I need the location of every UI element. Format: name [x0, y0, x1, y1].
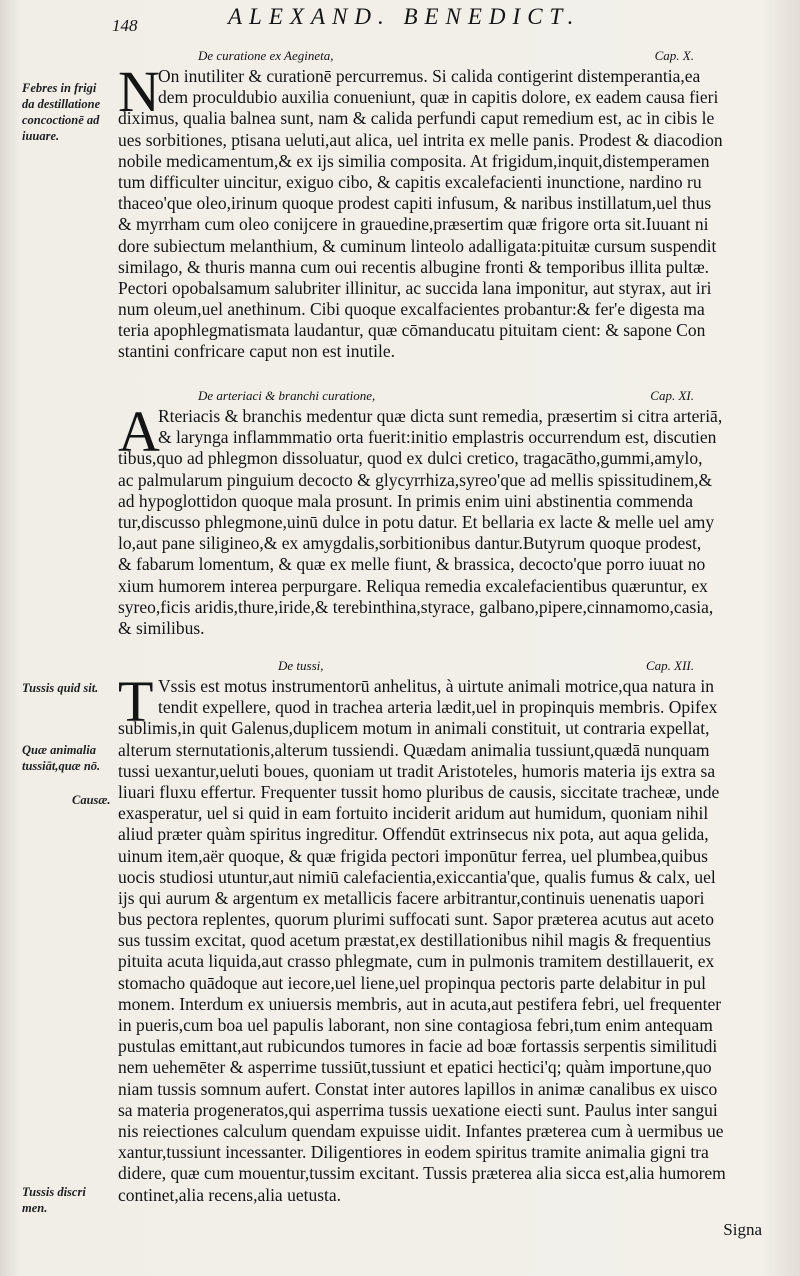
text-line: continet,alia recens,alia uetusta.	[118, 1184, 342, 1205]
margin-note-line: Tussis discri	[22, 1185, 86, 1199]
text-line: diximus, qualia balnea sunt, nam & calida perfundi caput remedium est, ac in cibis le	[118, 108, 715, 129]
text-line: & myrrham cum oleo conijcere in grauedine,præsertim quæ frigore orta sit.Iuuant ni	[118, 214, 709, 235]
text-line: nem uehemēter & asperrime tussiūt,tussiunt et epatici hectici'q; quàm importune,quo	[118, 1057, 712, 1078]
margin-note-line: men.	[22, 1201, 48, 1215]
chapter-number: Cap. X.	[654, 48, 694, 63]
drop-cap: A	[118, 399, 160, 464]
text-line: nis reiectiones calculum quendam expuisse uidit. Infantes præterea cum à uermibus ue	[118, 1120, 724, 1141]
text-line: On inutiliter & curationē percurremus. Si calida contigerint distemperantia,ea	[158, 66, 701, 86]
margin-note	[22, 680, 116, 696]
text-line: ijs qui aurum & argentum ex metallicis facere arbitrantur,continuis uenenatis uapori	[118, 887, 705, 908]
margin-note-line: Febres in frigi	[22, 81, 97, 95]
section-heading-xi	[118, 386, 766, 406]
text-line: tussi uexantur,ueluti boues, quoniam ut tradit Aristoteles, humoris materia ijs extra sa	[118, 760, 716, 781]
text-line: dore subiectum melanthium, & cuminum linteolo adalligata:pituitæ cursum suspendit	[118, 235, 717, 256]
text-line: tum difficulter uincitur, exiguo cibo, & capitis excalefacienti inunctione, nardino ru	[118, 171, 702, 192]
text-line: teria apophlegmatismata laudantur, quæ cōmanducatu pituitam cient: & sapone Con	[118, 320, 706, 341]
text-line: syreo,ficis aridis,thure,iride,& terebinthina,styrace, galbano,pipere,cinnamomo,casia,	[118, 596, 714, 617]
text-line: pituita acuta liquida,aut crasso phlegmate, cum in pulmonis tramitem destillauerit, ex	[118, 951, 715, 972]
text-line: & larynga inflammmatio orta fuerit:initio emplastris occurrendum est, discutien	[158, 427, 717, 448]
section-body-xii	[118, 669, 766, 1206]
margin-note-line: Tussis quid sit.	[22, 681, 99, 695]
margin-note	[72, 792, 166, 808]
text-line: xantur,tussiunt incessanter. Diligentiores in eodem spiritus tramite animalia gigni tra	[118, 1142, 709, 1163]
drop-cap: T	[118, 669, 154, 734]
text-line: lo,aut pane siligineo,& ex amygdalis,sorbitionibus dantur.Butyrum quoque prodest,	[118, 533, 702, 554]
text-line: xium humorem interea perpurgare. Reliqua remedia excalefacientibus quæruntur, ex	[118, 575, 708, 596]
page-number: 148	[112, 16, 138, 35]
margin-note-line: Quæ animalia	[22, 743, 96, 757]
margin-note-line: da destillatione	[22, 97, 101, 111]
section-title: De tussi,	[278, 658, 324, 673]
margin-note-line: Causæ.	[72, 793, 111, 807]
text-line: Rteriacis & branchis medentur quæ dicta sunt remedia, præsertim si citra arteriā,	[158, 406, 723, 426]
text-line: niam tussis somnum aufert. Constat inter autores lapillos in animæ canalibus ex uisco	[118, 1078, 718, 1099]
margin-note-line: iuuare.	[22, 129, 60, 143]
chapter-number: Cap. XI.	[650, 388, 694, 403]
section-body-x	[118, 59, 766, 363]
text-line: in pueris,cum boa uel papulis laborant, non sine contagiosa febri,tum enim antequam	[118, 1015, 713, 1035]
running-title: ALEXAND. BENEDICT.	[228, 4, 581, 29]
text-line: sublimis,in quit Galenus,duplicem motum in animali constituit, ut contraria expellat,	[118, 718, 710, 739]
page-header	[96, 4, 756, 36]
text-line: uinum item,aër quoque, & quæ frigida pectori imponūtur ferrea, uel plumbea,quibus	[118, 845, 708, 866]
margin-note	[22, 742, 116, 774]
text-line: alterum sternutationis,alterum tussiendi. Quædam animalia tussiunt,quædā nunquam	[118, 739, 710, 760]
text-line: uocis studiosi utuntur,aut nimiū calefacientia,exiccantia'que, qualis fumus & calx, uel	[118, 866, 716, 887]
text-line: & fabarum lomentum, & quæ ex melle fiunt, & brassica, decocto'que porro iuuat no	[118, 554, 706, 575]
text-line: stomacho quādoque aut iecore,uel liene,uel propinqua pectoris parte delabitur in pul	[118, 972, 706, 993]
text-line: tibus,quo ad phlegmon dissoluatur, quod ex dulci cretico, tragacātho,gummi,amylo,	[118, 448, 703, 469]
text-line: tur,discusso phlegmone,uinū dulce in potu datur. Et bellaria ex lacte & melle uel amy	[118, 511, 715, 532]
text-line: num oleum,uel anethinum. Cibi quoque excalfacientes probantur:& fer'e digesta ma	[118, 299, 705, 320]
text-line: ac palmularum pinguium decocto & glycyrrhiza,syreo'que ad mellis spissitudinem,&	[118, 469, 713, 490]
text-line: similago, & thuris manna cum oui recentis albugine fronti & temporibus illita pultæ.	[118, 256, 710, 277]
text-line: pustulas emittant,aut rubicundos tumores in facie ad boæ fortassis serpentis similitudi	[118, 1036, 718, 1057]
chapter-number: Cap. XII.	[645, 658, 694, 673]
text-line: dem proculdubio auxilia conueniunt, quæ in capitis dolore, ex eadem causa fieri	[158, 87, 719, 108]
text-line: sus tussim excitat, quod acetum præstat,ex destillationibus nihil magis & frequentius	[118, 930, 711, 951]
margin-note-line: concoctionē ad	[22, 113, 100, 127]
text-line: sa materia progeneratos,qui asperrima tussis uexatione eiecti sunt. Paulus inter sangui	[118, 1099, 718, 1120]
margin-note	[22, 1184, 116, 1216]
text-line: thaceo'que oleo,irinum quoque prodest capiti infusum, & naribus instillatum,uel thus	[118, 193, 712, 214]
text-line: Vssis est motus instrumentorū anhelitus, à uirtute animali motrice,qua natura in	[158, 676, 715, 696]
text-line: liuari fluxu effertur. Frequenter tussit homo pluribus de causis, siccitate tracheæ, unde	[118, 781, 720, 802]
text-line: exasperatur, uel si quid in eam fortuito inciderit aridum aut humidum, quoniam nihil	[118, 803, 709, 824]
text-line: tendit expellere, quod in trachea arteria lædit,uel in propinquis membris. Opifex	[158, 697, 718, 718]
catchword: Signa	[723, 1220, 762, 1239]
text-line: ues sorbitiones, ptisana ueluti,aut alica, uel intrita ex melle panis. Prodest & diacodion	[118, 129, 723, 150]
margin-note-line: tussiāt,quæ nō.	[22, 759, 101, 773]
text-line: monem. Interdum ex uniuersis membris, aut in acuta,aut pestifera febri, uel frequenter	[118, 993, 722, 1014]
section-title: De arteriaci & branchi curatione,	[198, 388, 376, 403]
text-line: nobile medicamentum,& ex ijs similia composita. At frigidum,inquit,distemperamen	[118, 150, 710, 171]
text-line: ad hypoglottidon quoque mala prosunt. In primis enim uini abstinentia commenda	[118, 490, 693, 511]
section-body-xi	[118, 399, 766, 639]
text-line: & similibus.	[118, 617, 205, 638]
drop-cap: N	[118, 59, 160, 124]
text-line: aliud præter quàm spiritus ingreditur. Offendūt extrinsecus nix pota, aut aqua gelida,	[118, 824, 709, 845]
section-title: De curatione ex Aegineta,	[198, 48, 334, 63]
text-line: bus pectora replentes, quorum plurimi suffocati sunt. Sapor præterea acutus aut aceto	[118, 909, 714, 930]
section-heading-x	[118, 46, 766, 66]
text-line: stantini confricare caput non est inutile.	[118, 341, 395, 362]
margin-note	[22, 80, 116, 144]
text-line: didere, quæ cum mouentur,tussim excitant. Tussis præterea alia sicca est,alia humorem	[118, 1163, 726, 1184]
text-line: Pectori opobalsamum salubriter illinitur, ac succida lana imponitur, aut styrax, aut iri	[118, 277, 712, 298]
section-heading-xii	[118, 656, 766, 676]
